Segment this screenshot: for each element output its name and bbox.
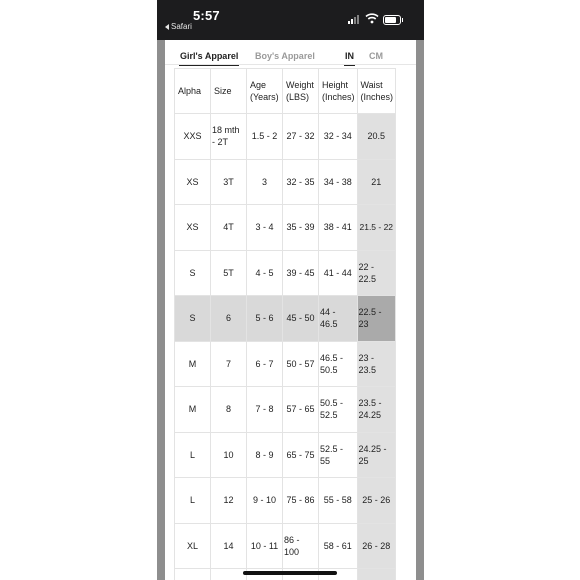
- table-row: [175, 114, 396, 160]
- cell-height: 55 - 58: [319, 478, 358, 524]
- cell-weight: 75 - 86: [283, 478, 319, 524]
- cell-waist: 26 - 28: [357, 523, 396, 569]
- cell-height: 44 - 46.5: [319, 296, 358, 342]
- cell-weight: 39 - 45: [283, 250, 319, 296]
- table-row: [175, 205, 396, 251]
- cell-alpha: L: [175, 478, 211, 524]
- battery-icon: [383, 15, 401, 25]
- home-indicator[interactable]: [243, 571, 337, 575]
- cell-size: 3T: [211, 159, 247, 205]
- cell-size: 4T: [211, 205, 247, 251]
- table-row: [175, 432, 396, 478]
- cell-alpha: S: [175, 250, 211, 296]
- table-row: [175, 478, 396, 524]
- cell-age: 6 - 7: [247, 341, 283, 387]
- cell-age: 7 - 8: [247, 387, 283, 433]
- cell-size: 18 mth - 2T: [211, 114, 247, 160]
- size-chart-panel: [165, 40, 416, 580]
- header-alpha: Alpha: [175, 69, 211, 114]
- cell-height: 41 - 44: [319, 250, 358, 296]
- wifi-icon: [365, 12, 379, 24]
- table-row: [175, 159, 396, 205]
- cell-age: 8 - 9: [247, 432, 283, 478]
- size-chart-table: [174, 68, 396, 580]
- cell-height: 38 - 41: [319, 205, 358, 251]
- cell-age: 3 - 4: [247, 205, 283, 251]
- table-row: [175, 523, 396, 569]
- cell-age: 3: [247, 159, 283, 205]
- cell-age: 5 - 6: [247, 296, 283, 342]
- cell-height: 32 - 34: [319, 114, 358, 160]
- cell-waist: 25 - 26: [357, 478, 396, 524]
- back-arrow-icon: [165, 24, 169, 30]
- unit-toggle-cm[interactable]: CM: [369, 51, 383, 61]
- status-bar: [157, 0, 424, 40]
- cell-age: 4 - 5: [247, 250, 283, 296]
- tab-boys-apparel[interactable]: Boy's Apparel: [255, 51, 315, 61]
- cell-weight: 86 - 100: [283, 523, 319, 569]
- phone-frame-right: [416, 40, 424, 580]
- cell-waist: 21: [357, 159, 396, 205]
- cell-weight: 27 - 32: [283, 114, 319, 160]
- cell-weight: 50 - 57: [283, 341, 319, 387]
- cell-size: 10: [211, 432, 247, 478]
- header-height: Height (Inches): [319, 69, 358, 114]
- cell-alpha: M: [175, 341, 211, 387]
- header-size: Size: [211, 69, 247, 114]
- cellular-signal-icon: [348, 16, 362, 24]
- cell-size: 5T: [211, 250, 247, 296]
- cell-age: 10 - 11: [247, 523, 283, 569]
- cell-age: 9 - 10: [247, 478, 283, 524]
- cell-alpha: M: [175, 387, 211, 433]
- cell-waist: 22.5 - 23: [357, 296, 396, 342]
- cell-age: 1.5 - 2: [247, 114, 283, 160]
- cell-height: 58 - 61: [319, 523, 358, 569]
- table-header-row: [175, 69, 396, 114]
- cell-alpha: XS: [175, 159, 211, 205]
- cell-waist: 20.5: [357, 114, 396, 160]
- cell-waist: 23.5 - 24.25: [357, 387, 396, 433]
- cell-weight: 32 - 35: [283, 159, 319, 205]
- table-row: [175, 250, 396, 296]
- cell-weight: 57 - 65: [283, 387, 319, 433]
- cell-alpha: XXS: [175, 114, 211, 160]
- phone-frame-left: [157, 40, 165, 580]
- phone-screen: [157, 0, 424, 580]
- unit-toggle-in[interactable]: IN: [345, 51, 354, 61]
- tabs-divider: [165, 64, 416, 65]
- cell-alpha: S: [175, 296, 211, 342]
- back-to-app-link[interactable]: [165, 22, 192, 31]
- cell-size: 14: [211, 523, 247, 569]
- cell-height: 50.5 - 52.5: [319, 387, 358, 433]
- cell-alpha: XL: [175, 523, 211, 569]
- header-age: Age (Years): [247, 69, 283, 114]
- header-weight: Weight (LBS): [283, 69, 319, 114]
- cell-size: 12: [211, 478, 247, 524]
- cell-size: 6: [211, 296, 247, 342]
- cell-height: 46.5 - 50.5: [319, 341, 358, 387]
- cell-weight: 65 - 75: [283, 432, 319, 478]
- cell-alpha: XS: [175, 205, 211, 251]
- cell-waist: 23 - 23.5: [357, 341, 396, 387]
- table-row: [175, 387, 396, 433]
- cell-weight: 35 - 39: [283, 205, 319, 251]
- back-app-label: Safari: [171, 22, 192, 31]
- header-waist: Waist (Inches): [357, 69, 396, 114]
- cell-size: 8: [211, 387, 247, 433]
- cell-waist: 24.25 - 25: [357, 432, 396, 478]
- status-time: 5:57: [193, 8, 220, 23]
- cell-waist: 21.5 - 22: [357, 205, 396, 251]
- cell-height: 34 - 38: [319, 159, 358, 205]
- cell-size: 7: [211, 341, 247, 387]
- table-row-highlighted: [175, 296, 396, 342]
- tab-girls-apparel[interactable]: Girl's Apparel: [180, 51, 239, 61]
- cell-weight: 45 - 50: [283, 296, 319, 342]
- cell-alpha: L: [175, 432, 211, 478]
- cell-waist: 22 - 22.5: [357, 250, 396, 296]
- cell-height: 52.5 - 55: [319, 432, 358, 478]
- table-row: [175, 341, 396, 387]
